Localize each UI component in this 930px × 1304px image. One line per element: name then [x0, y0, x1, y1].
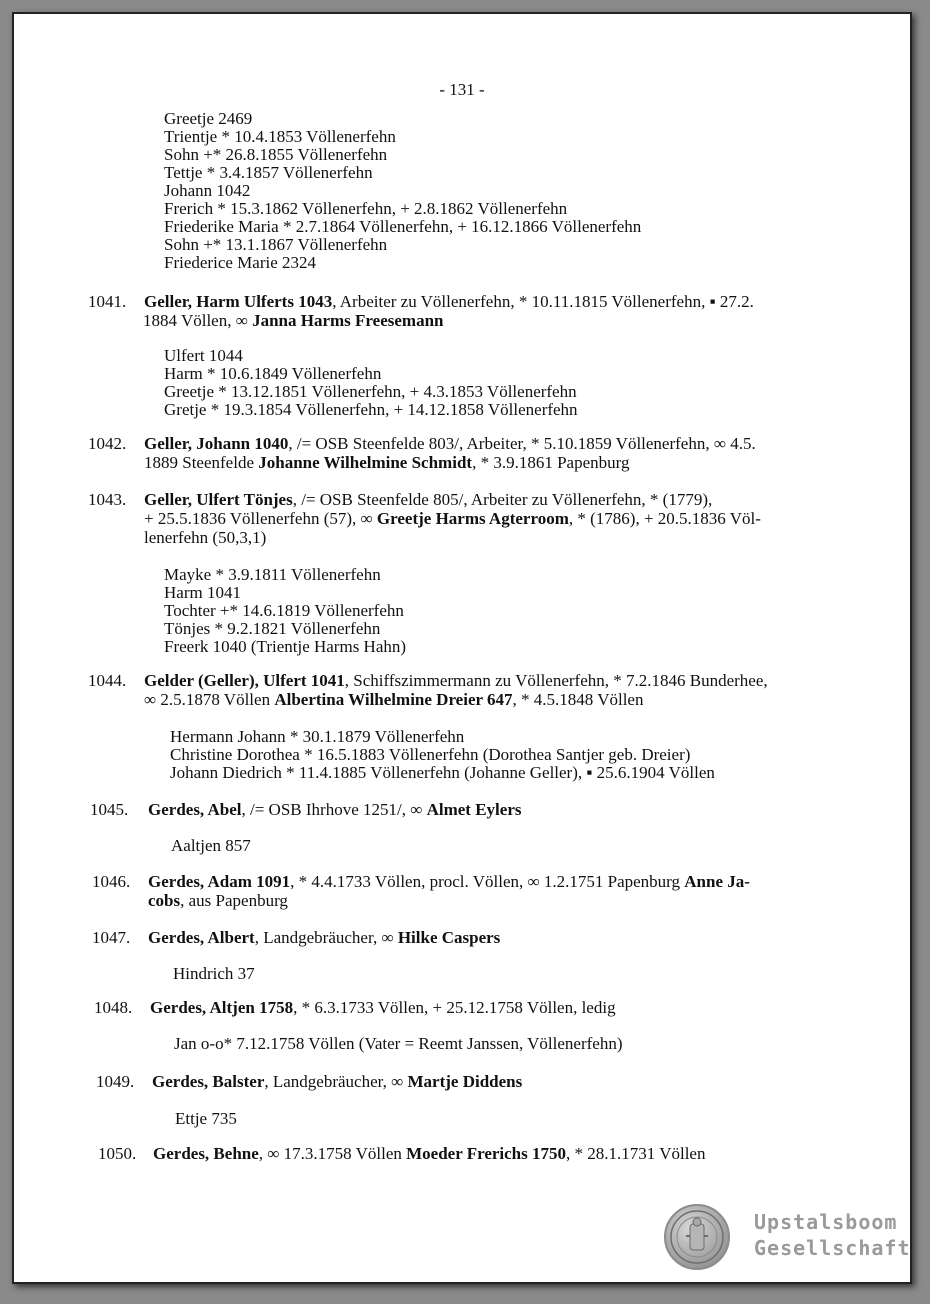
entry-text: , Landgebräucher, ∞ [264, 1072, 408, 1091]
list-item: Christine Dorothea * 16.5.1883 Völlenerfehn (Dorothea Santjer geb. Dreier) [170, 745, 691, 764]
entry-text: , * (1786), + 20.5.1836 Völ- [568, 509, 761, 528]
list-item: Johann 1042 [164, 181, 251, 200]
children-list-1049 [175, 1110, 237, 1128]
entry-text: , * 28.1.1731 Völlen [566, 1144, 706, 1163]
seal-icon [664, 1204, 730, 1270]
list-item: Harm * 10.6.1849 Völlenerfehn [164, 364, 382, 383]
list-item: Ulfert 1044 [164, 346, 243, 365]
children-list-1047 [173, 965, 255, 983]
children-list-1043 [164, 566, 406, 656]
publisher-watermark [664, 1204, 911, 1274]
entry-text: , /= OSB Steenfelde 803/, Arbeiter, * 5.10.1859 Völlenerfehn, ∞ 4.5. [288, 434, 756, 453]
entry-number: 1043. [88, 490, 127, 509]
entry-text: , Schiffszimmermann zu Völlenerfehn, * 7.2.1846 Bunderhee, [344, 671, 768, 690]
list-item: Friederike Maria * 2.7.1864 Völlenerfehn, + 16.12.1866 Völlenerfehn [164, 217, 642, 236]
entry-text: lenerfehn (50,3,1) [144, 528, 267, 547]
spouse-name: Martje Diddens [407, 1072, 523, 1091]
entry-text: + 25.5.1836 Völlenerfehn (57), ∞ [144, 509, 377, 528]
entry-text: , * 4.5.1848 Völlen [512, 690, 644, 709]
list-item: Tönjes * 9.2.1821 Völlenerfehn [164, 619, 381, 638]
entry-number: 1041. [88, 292, 127, 311]
entry-name: Geller, Johann 1040 [144, 434, 289, 453]
entry-name: Gerdes, Balster [152, 1072, 265, 1091]
children-list-1048 [174, 1035, 623, 1053]
entry-text: 1884 Völlen, ∞ [143, 311, 253, 330]
continued-children-list [164, 110, 641, 272]
entry-name: Gerdes, Behne [153, 1144, 259, 1163]
list-item: Hindrich 37 [173, 964, 255, 983]
entry-text: , * 6.3.1733 Völlen, + 25.12.1758 Völlen, ledig [293, 998, 616, 1017]
entry-text: , Arbeiter zu Völlenerfehn, * 10.11.1815 Völlenerfehn, ▪ 27.2. [332, 292, 754, 311]
entry-text: 1889 Steenfelde [144, 453, 259, 472]
list-item: Trientje * 10.4.1853 Völlenerfehn [164, 127, 396, 146]
spouse-name: Almet Eylers [426, 800, 522, 819]
entry-number: 1049. [96, 1072, 135, 1091]
entry-text: , Landgebräucher, ∞ [254, 928, 398, 947]
entry-number: 1044. [88, 671, 127, 690]
entry-number: 1050. [98, 1144, 137, 1163]
list-item: Friederice Marie 2324 [164, 253, 316, 272]
entry-name: Gerdes, Abel [148, 800, 242, 819]
page-number: - 131 - [439, 80, 485, 99]
spouse-name: Janna Harms Freesemann [252, 311, 444, 330]
list-item: Gretje * 19.3.1854 Völlenerfehn, + 14.12.1858 Völlenerfehn [164, 400, 578, 419]
spouse-name: cobs [148, 891, 181, 910]
list-item: Sohn +* 26.8.1855 Völlenerfehn [164, 145, 388, 164]
list-item: Harm 1041 [164, 583, 241, 602]
list-item: Aaltjen 857 [171, 836, 251, 855]
spouse-name: Hilke Caspers [397, 928, 501, 947]
entry-text: ∞ 2.5.1878 Völlen [144, 690, 275, 709]
list-item: Jan o-o* 7.12.1758 Völlen (Vater = Reemt Janssen, Völlenerfehn) [174, 1034, 623, 1053]
list-item: Hermann Johann * 30.1.1879 Völlenerfehn [170, 727, 465, 746]
children-list-1041 [164, 347, 578, 419]
entry-number: 1048. [94, 998, 133, 1017]
entry-number: 1047. [92, 928, 131, 947]
spouse-name: Johanne Wilhelmine Schmidt [258, 453, 473, 472]
list-item: Greetje 2469 [164, 109, 253, 128]
entry-name: Gerdes, Adam 1091 [148, 872, 291, 891]
list-item: Frerich * 15.3.1862 Völlenerfehn, + 2.8.1862 Völlenerfehn [164, 199, 568, 218]
entry-number: 1042. [88, 434, 127, 453]
entry-name: Gelder (Geller), Ulfert 1041 [144, 671, 345, 690]
list-item: Tochter +* 14.6.1819 Völlenerfehn [164, 601, 404, 620]
entry-text: , /= OSB Ihrhove 1251/, ∞ [241, 800, 427, 819]
spouse-name: Moeder Frerichs 1750 [406, 1144, 567, 1163]
list-item: Tettje * 3.4.1857 Völlenerfehn [164, 163, 373, 182]
document-page [12, 12, 912, 1284]
list-item: Sohn +* 13.1.1867 Völlenerfehn [164, 235, 388, 254]
entry-text: , /= OSB Steenfelde 805/, Arbeiter zu Völlenerfehn, * (1779), [292, 490, 713, 509]
entry-text: , aus Papenburg [180, 891, 288, 910]
list-item: Ettje 735 [175, 1109, 237, 1128]
entry-number: 1045. [90, 800, 129, 819]
entry-name: Geller, Ulfert Tönjes [144, 490, 293, 509]
spouse-name: Albertina Wilhelmine Dreier 647 [274, 690, 513, 709]
entry-name: Gerdes, Albert [148, 928, 255, 947]
entry-text: , * 4.4.1733 Völlen, procl. Völlen, ∞ 1.2.1751 Papenburg [290, 872, 685, 891]
list-item: Johann Diedrich * 11.4.1885 Völlenerfehn (Johanne Geller), ▪ 25.6.1904 Völlen [170, 763, 715, 782]
list-item: Mayke * 3.9.1811 Völlenerfehn [164, 565, 381, 584]
entry-text: , * 3.9.1861 Papenburg [472, 453, 630, 472]
entry-text: , ∞ 17.3.1758 Völlen [258, 1144, 407, 1163]
entry-name: Gerdes, Altjen 1758 [150, 998, 294, 1017]
watermark-line-2: Gesellschaft [754, 1236, 911, 1260]
list-item: Freerk 1040 (Trientje Harms Hahn) [164, 637, 407, 656]
children-list-1044 [170, 728, 715, 782]
children-list-1045 [171, 837, 251, 855]
watermark-line-1: Upstalsboom [754, 1210, 898, 1234]
entry-number: 1046. [92, 872, 131, 891]
list-item: Greetje * 13.12.1851 Völlenerfehn, + 4.3.1853 Völlenerfehn [164, 382, 577, 401]
spouse-name: Greetje Harms Agterroom [376, 509, 569, 528]
entry-name: Geller, Harm Ulferts 1043 [144, 292, 333, 311]
spouse-name: Anne Ja- [684, 872, 750, 891]
